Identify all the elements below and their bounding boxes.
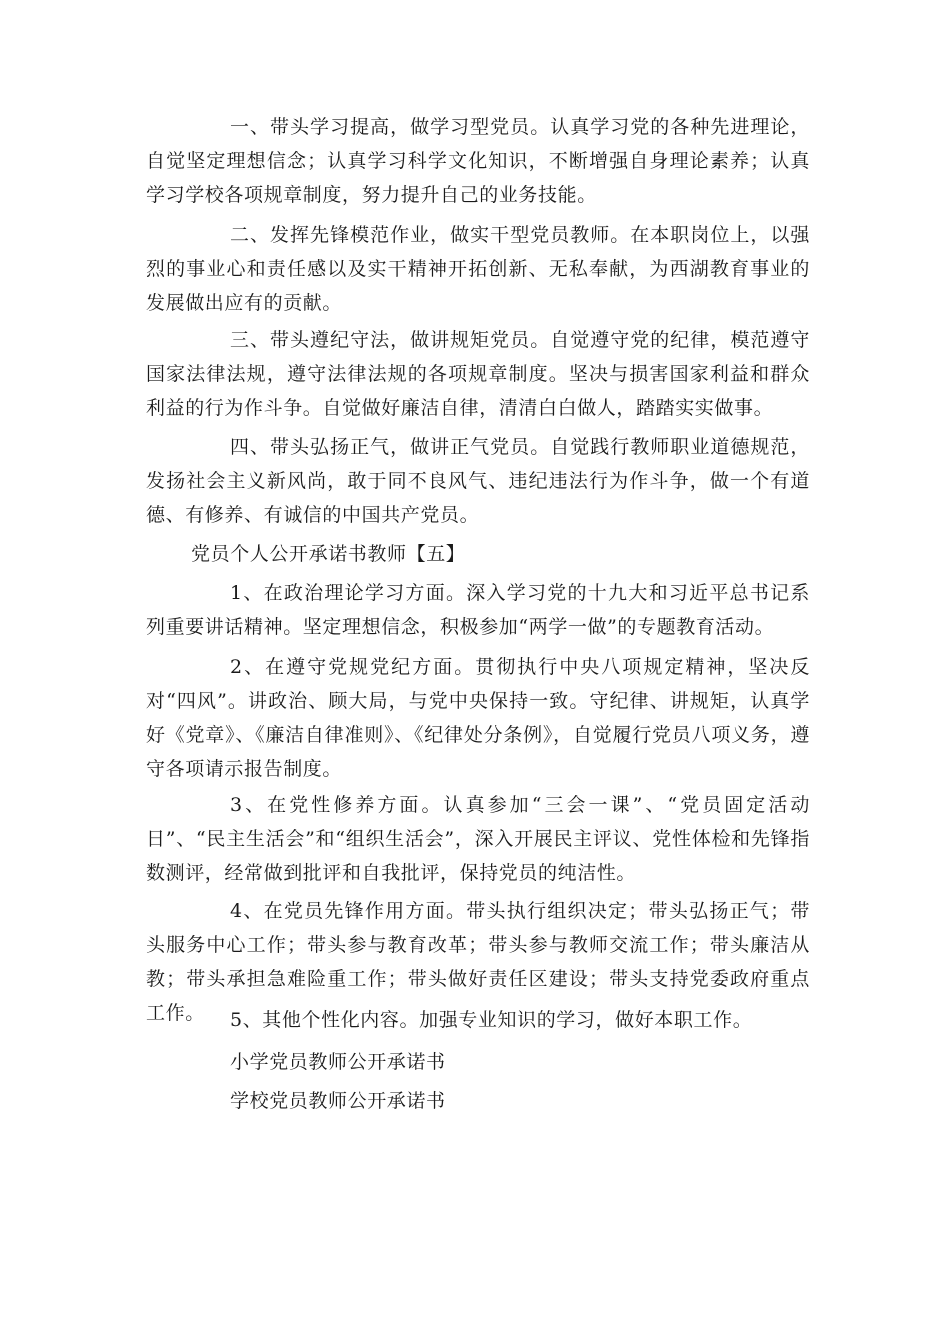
paragraph-1: 一、带头学习提高，做学习型党员。认真学习党的各种先进理论，自觉坚定理想信念；认真学习科学文化知识，不断增强自身理论素养；认真学习学校各项规章制度，努力提升自己的业务技能。	[146, 116, 810, 206]
list-item-4: 4、在党员先锋作用方面。带头执行组织决定；带头弘扬正气；带头服务中心工作；带头参与教育改革；带头参与教师交流工作；带头廉洁从教；带头承担急难险重工作；带头做好责任区建设；带头支持党委政府重点工作。	[146, 900, 810, 1024]
list-item-2: 2、在遵守党规党纪方面。贯彻执行中央八项规定精神，坚决反对“四风”。讲政治、顾大局，与党中央保持一致。守纪律、讲规矩，认真学好《党章》、《廉洁自律准则》、《纪律处分条例》，自觉履行党员八项义务，遵守各项请示报告制度。	[146, 656, 810, 780]
paragraph-2: 二、发挥先锋模范作业，做实干型党员教师。在本职岗位上，以强烈的事业心和责任感以及实干精神开拓创新、无私奉献，为西湖教育事业的发展做出应有的贡献。	[146, 224, 810, 314]
paragraph-4: 四、带头弘扬正气，做讲正气党员。自觉践行教师职业道德规范，发扬社会主义新风尚，敢于同不良风气、违纪违法行为作斗争，做一个有道德、有修养、有诚信的中国共产党员。	[146, 436, 810, 526]
footer-title-1: 小学党员教师公开承诺书	[230, 1051, 446, 1073]
list-item-3: 3、在党性修养方面。认真参加“三会一课”、“党员固定活动日”、“民主生活会”和“组织生活会”，深入开展民主评议、党性体检和先锋指数测评，经常做到批评和自我批评，保持党员的纯洁性。	[146, 794, 810, 884]
paragraph-3: 三、带头遵纪守法，做讲规矩党员。自觉遵守党的纪律，模范遵守国家法律法规，遵守法律法规的各项规章制度。坚决与损害国家利益和群众利益的行为作斗争。自觉做好廉洁自律，清清白白做人，踏踏实实做事。	[146, 329, 810, 419]
list-item-5: 5、其他个性化内容。加强专业知识的学习，做好本职工作。	[230, 1009, 753, 1031]
list-item-1: 1、在政治理论学习方面。深入学习党的十九大和习近平总书记系列重要讲话精神。坚定理想信念，积极参加“两学一做”的专题教育活动。	[146, 582, 810, 638]
section-heading: 党员个人公开承诺书教师【五】	[191, 543, 466, 565]
footer-title-2: 学校党员教师公开承诺书	[230, 1090, 446, 1112]
